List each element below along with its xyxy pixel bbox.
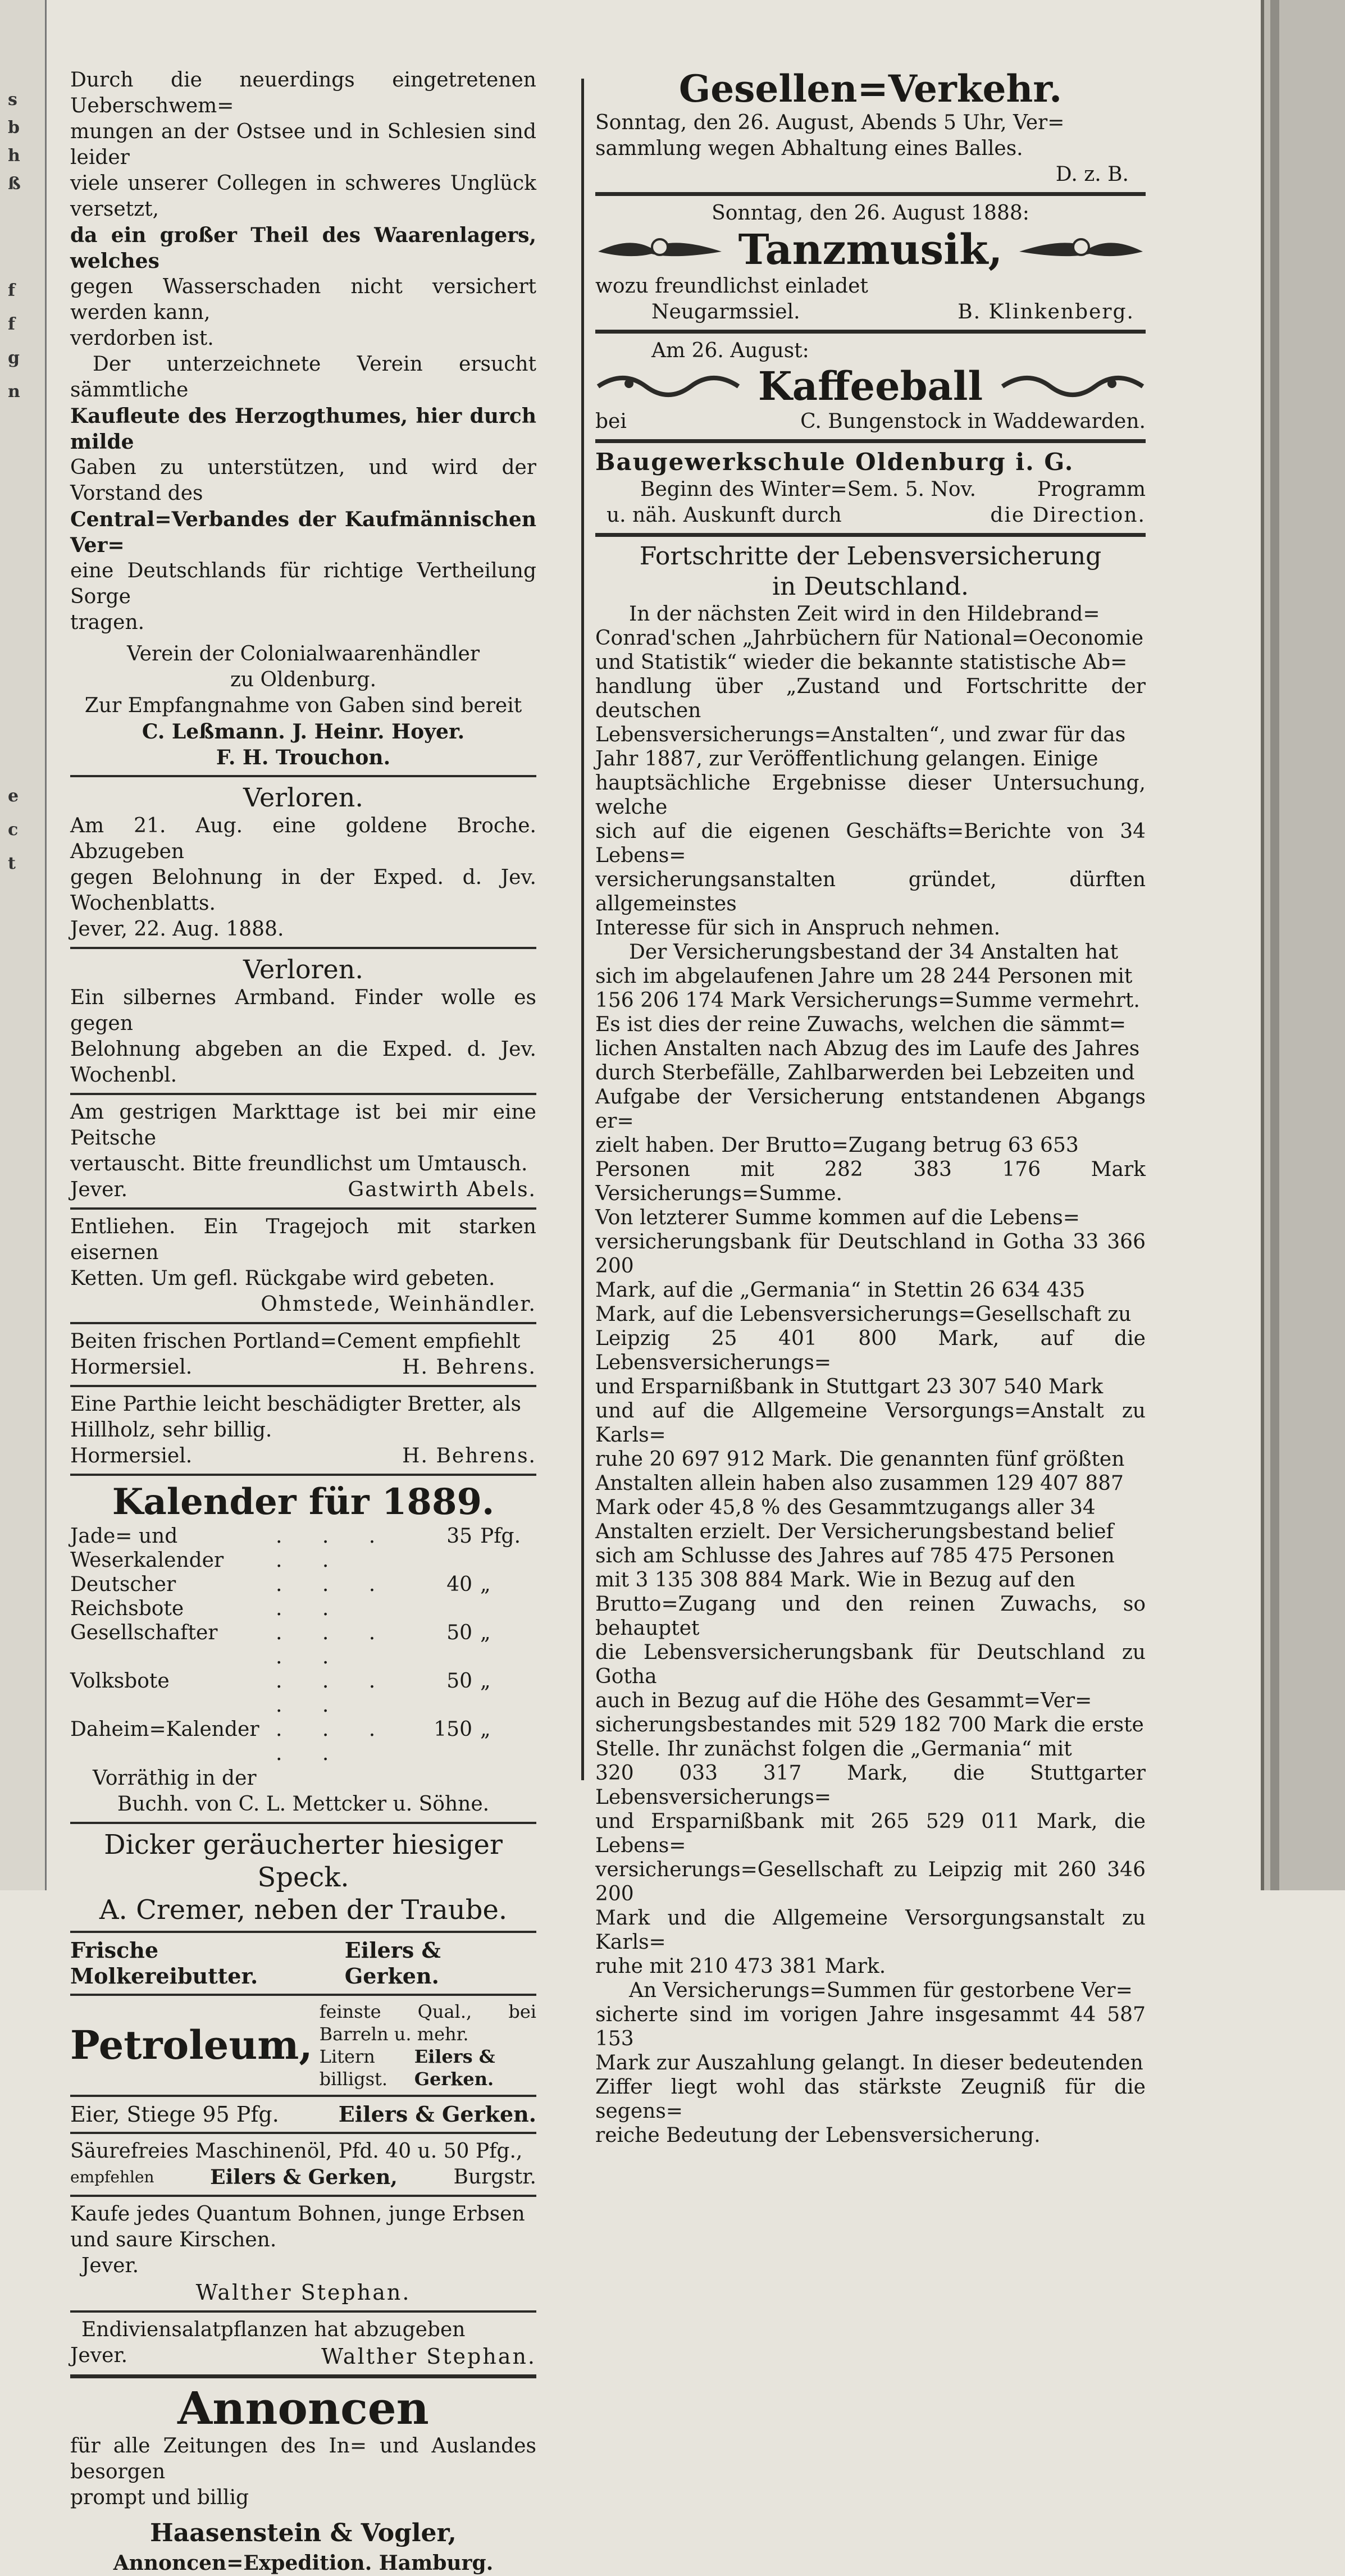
- article-line: Brutto=Zugang und den reinen Zuwachs, so behauptet: [595, 1593, 1146, 1640]
- venue: C. Bungenstock in Waddewarden.: [800, 410, 1146, 433]
- ad-divider: [70, 2195, 536, 2197]
- article-line: die Lebensversicherungsbank für Deutschland zu Gotha: [595, 1641, 1146, 1688]
- article-line: Anstalten allein haben also zusammen 129 407 887: [595, 1472, 1124, 1495]
- ad-heading: Verloren.: [243, 782, 364, 813]
- ad-divider: [70, 2095, 536, 2097]
- ad-divider: [70, 947, 536, 949]
- article-line: 320 033 317 Mark, die Stuttgarter Lebensversicherungs=: [595, 1762, 1146, 1809]
- coffee-ball-ad: [595, 338, 1146, 435]
- text-line: Der unterzeichnete Verein ersucht sämmtliche: [70, 353, 536, 402]
- ad-divider: [70, 1931, 536, 1933]
- article-line: Es ist dies der reine Zuwachs, welchen die sämmt=: [595, 1013, 1127, 1036]
- signature-names: C. Leßmann. J. Heinr. Hoyer.: [142, 720, 465, 744]
- signature-line: Verein der Colonialwaarenhändler: [126, 642, 480, 665]
- article-line: sicherte sind im vorigen Jahre insgesammt 44 587 153: [595, 2003, 1146, 2050]
- calendar-name: Daheim=Kalender: [70, 1718, 259, 1741]
- advertiser-name: Gastwirth Abels.: [348, 1178, 536, 1201]
- article-line: Mark und die Allgemeine Versorgungsanstalt zu Karls=: [595, 1907, 1146, 1954]
- text-line: da ein großer Theil des Waarenlagers, welches: [70, 224, 536, 273]
- scroll-ornament-icon: [1000, 367, 1146, 406]
- calendar-price: 50: [446, 1621, 472, 1644]
- article-line: Leipzig 25 401 800 Mark, auf die Lebensversicherungs=: [595, 1327, 1146, 1374]
- price-unit: Pfg.: [480, 1525, 521, 1548]
- calendar-price: 35: [446, 1525, 472, 1548]
- ad-divider: [70, 2310, 536, 2313]
- text-line: Dicker geräucherter hiesiger Speck.: [104, 1829, 503, 1893]
- article-line: versicherungsbank für Deutschland in Gotha 33 366 200: [595, 1230, 1146, 1278]
- ad-divider: [595, 192, 1146, 196]
- advertiser-name: H. Behrens.: [402, 1444, 536, 1467]
- advertiser-name: Eilers & Gerken.: [414, 2046, 495, 2090]
- dot-leader: . . . . .: [276, 1718, 393, 1765]
- text-line: Eine Parthie leicht beschädigter Bretter, als: [70, 1393, 521, 1416]
- gutter-letter: f: [8, 281, 15, 300]
- article-title: Fortschritte der Lebensversicherung: [639, 542, 1102, 571]
- text-line: tragen.: [70, 611, 145, 634]
- article-line: Mark oder 45,8 % des Gesammtzugangs aller 34: [595, 1496, 1096, 1519]
- article-line: handlung über „Zustand und Fortschritte der deutschen: [595, 675, 1146, 722]
- article-line: und Ersparnißbank mit 265 529 011 Mark, die Lebens=: [595, 1810, 1146, 1857]
- text-line: Sonntag, den 26. August, Abends 5 Uhr, Ver=: [595, 111, 1065, 134]
- ad-heading: Annoncen: [177, 2382, 429, 2434]
- calendar-name: Volksbote: [70, 1670, 170, 1693]
- ad-divider: [70, 775, 536, 777]
- dot-leader: . . . . .: [276, 1621, 393, 1668]
- ad-divider: [70, 1822, 536, 1824]
- ad-divider: [595, 533, 1146, 537]
- gutter-letter: f: [8, 314, 15, 334]
- binding-gutter: [0, 0, 47, 1890]
- yoke-ad: [70, 1214, 536, 1317]
- dot-leader: . . . . .: [276, 1573, 393, 1620]
- article-line: Mark, auf die „Germania“ in Stettin 26 634 435: [595, 1279, 1086, 1302]
- article-line: und Statistik“ wieder die bekannte statistische Ab=: [595, 651, 1128, 674]
- advertiser-name: H. Behrens.: [402, 1356, 536, 1379]
- calendar-price: 50: [446, 1670, 472, 1693]
- right-column: [595, 67, 1146, 2148]
- calendar-row: [70, 1717, 536, 1766]
- article-line: und auf die Allgemeine Versorgungs=Anstalt zu Karls=: [595, 1399, 1146, 1447]
- text-line: Am 26. August:: [651, 339, 809, 362]
- calendar-name: Jade= und Weserkalender: [70, 1525, 224, 1572]
- text-line: Ein silbernes Armband. Finder wolle es gegen: [70, 986, 536, 1035]
- article-paragraph: [595, 602, 1146, 940]
- text-line: Sonntag, den 26. August 1888:: [712, 202, 1029, 225]
- article-line: Mark zur Auszahlung gelangt. In dieser bedeutenden: [595, 2051, 1143, 2075]
- ad-heading: Verloren.: [243, 954, 364, 984]
- advertiser-name: Walther Stephan.: [195, 2280, 411, 2305]
- text-line: Central=Verbandes der Kaufmännischen Ver=: [70, 508, 536, 557]
- text-line: Belohnung abgeben an die Exped. d. Jev. Wochenbl.: [70, 1038, 536, 1087]
- signature-line: zu Oldenburg.: [230, 668, 377, 691]
- article-paragraph: [595, 1978, 1146, 2148]
- street: Burgstr.: [453, 2165, 536, 2189]
- text-line: sammlung wegen Abhaltung eines Balles.: [595, 137, 1023, 160]
- text-line: feinste Qual., bei Barreln u. mehr.: [319, 2001, 536, 2045]
- building-school-ad: [595, 448, 1146, 528]
- place: Hormersiel.: [70, 1356, 193, 1379]
- ad-divider: [70, 1994, 536, 1996]
- place: Jever.: [70, 2344, 128, 2367]
- column-divider: [581, 79, 584, 1780]
- ad-divider: [70, 2132, 536, 2134]
- article-line: hauptsächliche Ergebnisse dieser Untersuchung, welche: [595, 772, 1146, 819]
- advertiser-name: B. Klinkenberg.: [958, 300, 1134, 323]
- text-line: Ketten. Um gefl. Rückgabe wird gebeten.: [70, 1267, 495, 1290]
- article-line: Lebensversicherungs=Anstalten“, und zwar für das: [595, 723, 1126, 746]
- angel-ornament-icon: [595, 230, 724, 270]
- text-line: Jever, 22. Aug. 1888.: [70, 918, 284, 941]
- text-line: Endiviensalatpflanzen hat abzugeben: [81, 2318, 466, 2341]
- place: Hormersiel.: [70, 1444, 193, 1467]
- gutter-letter: e: [8, 786, 19, 806]
- ad-divider: [70, 1207, 536, 1210]
- lost-brooch-ad: [70, 782, 536, 942]
- signature-names: F. H. Trouchon.: [216, 746, 391, 769]
- price-unit: „: [480, 1670, 491, 1693]
- endive-ad: [70, 2317, 536, 2370]
- article-line: Personen mit 282 383 176 Mark Versicherungs=Summe.: [595, 1158, 1146, 1205]
- calendar-name: Deutscher Reichsbote: [70, 1573, 184, 1620]
- article-line: zielt haben. Der Brutto=Zugang betrug 63 653: [595, 1134, 1079, 1157]
- beans-ad: [70, 2201, 536, 2306]
- signature-line: Zur Empfangnahme von Gaben sind bereit: [84, 694, 522, 717]
- article-line: Der Versicherungsbestand der 34 Anstalten hat: [629, 941, 1119, 964]
- article-line: sich am Schlusse des Jahres auf 785 475 Personen: [595, 1544, 1115, 1567]
- gutter-letter: s: [8, 90, 17, 110]
- calendar-name: Gesellschafter: [70, 1621, 218, 1644]
- ad-heading: Gesellen=Verkehr.: [678, 67, 1063, 111]
- butter-ad: [70, 1937, 536, 1989]
- calendar-price: 40: [446, 1573, 472, 1596]
- article-line: reiche Bedeutung der Lebensversicherung.: [595, 2124, 1041, 2147]
- advertiser-name: Haasenstein & Vogler,: [150, 2519, 457, 2547]
- whip-ad: [70, 1100, 536, 1203]
- dot-leader: . . . . .: [276, 1525, 393, 1572]
- article-line: Conrad'schen „Jahrbüchern für National=Oeconomie: [595, 627, 1144, 650]
- advertiser-name: Eilers & Gerken.: [338, 2101, 536, 2127]
- article-line: Mark, auf die Lebensversicherungs=Gesellschaft zu: [595, 1303, 1132, 1326]
- relief-appeal-ad: [70, 67, 536, 770]
- text-line: Am gestrigen Markttage ist bei mir eine Peitsche: [70, 1101, 536, 1150]
- text-line: und saure Kirschen.: [70, 2228, 277, 2251]
- text-line: u. näh. Auskunft durch: [607, 504, 842, 527]
- text-line: Annoncen=Expedition. Hamburg.: [113, 2551, 494, 2575]
- gutter-letter: g: [8, 348, 20, 368]
- text-line: A. Cremer, neben der Traube.: [99, 1894, 508, 1926]
- advertiser-name: Eilers & Gerken.: [344, 1937, 441, 1989]
- gutter-letter: n: [8, 382, 20, 402]
- text-line: Litern billigst.: [319, 2046, 388, 2090]
- text-line: Beiten frischen Portland=Cement empfiehlt: [70, 1330, 521, 1353]
- cement-ad: [70, 1329, 536, 1380]
- text-line: bei: [595, 410, 627, 433]
- text-line: vertauscht. Bitte freundlichst um Umtausch.: [70, 1152, 528, 1175]
- text-line: wozu freundlichst einladet: [595, 275, 868, 298]
- place: Jever.: [70, 1178, 128, 1201]
- calendar-row: [70, 1621, 536, 1669]
- article-line: durch Sterbefälle, Zahlbarwerden bei Lebzeiten und: [595, 1061, 1135, 1084]
- gutter-letter: b: [8, 118, 20, 138]
- gutter-letter: h: [8, 146, 20, 166]
- article-line: Von letzterer Summe kommen auf die Lebens=: [595, 1206, 1080, 1229]
- text-line: Hillholz, sehr billig.: [70, 1419, 272, 1442]
- calendar-ad: [70, 1480, 536, 1817]
- ad-divider: [70, 2374, 536, 2378]
- text-line: viele unserer Collegen in schweres Unglück versetzt,: [70, 172, 536, 221]
- price-unit: „: [480, 1718, 491, 1741]
- machine-oil-ad: [70, 2139, 536, 2190]
- text-line: Entliehen. Ein Tragejoch mit starken eisernen: [70, 1215, 536, 1264]
- petroleum-ad: [70, 2000, 536, 2090]
- article-line: ruhe 20 697 912 Mark. Die genannten fünf größten: [595, 1448, 1125, 1471]
- article-line: sicherungsbestandes mit 529 182 700 Mark die erste: [595, 1713, 1144, 1736]
- article-line: und Ersparnißbank in Stuttgart 23 307 540 Mark: [595, 1375, 1104, 1398]
- article-line: ruhe mit 210 473 381 Mark.: [595, 1955, 886, 1978]
- text-line: Durch die neuerdings eingetretenen Ueberschwem=: [70, 69, 536, 117]
- left-column: [70, 67, 536, 2576]
- angel-ornament-icon: [1016, 230, 1146, 270]
- ad-heading: Tanzmusik,: [738, 226, 1003, 274]
- advertiser-name: Walther Stephan.: [321, 2344, 536, 2369]
- ad-heading: Kaffeeball: [758, 363, 983, 409]
- signature: D. z. B.: [1055, 163, 1129, 186]
- bacon-ad: [70, 1829, 536, 1926]
- place: Neugarmssiel.: [651, 300, 800, 323]
- item: Eier, Stiege 95 Pfg.: [70, 2102, 279, 2127]
- text-line: Programm: [1037, 478, 1146, 501]
- text-line: für alle Zeitungen des In= und Auslandes besorgen: [70, 2434, 536, 2483]
- calendar-row: [70, 1524, 536, 1572]
- text-line: gegen Belohnung in der Exped. d. Jev. Wochenblatts.: [70, 866, 536, 915]
- ad-divider: [70, 1322, 536, 1324]
- text-line: Buchh. von C. L. Mettcker u. Söhne.: [117, 1793, 490, 1816]
- price-unit: „: [480, 1573, 491, 1596]
- dance-ad: [595, 200, 1146, 325]
- calendar-row: [70, 1572, 536, 1621]
- annoncen-ad: [70, 2383, 536, 2576]
- ad-divider: [70, 1385, 536, 1387]
- gutter-letter: t: [8, 854, 16, 873]
- advertiser-name: Eilers & Gerken,: [210, 2165, 398, 2189]
- petroleum-word: Petroleum,: [70, 2022, 313, 2068]
- text-line: Gaben zu unterstützen, und wird der Vorstand des: [70, 456, 536, 505]
- ad-divider: [70, 1093, 536, 1095]
- article-line: Aufgabe der Versicherung entstandenen Abgangs er=: [595, 1086, 1146, 1133]
- article-line: Jahr 1887, zur Veröffentlichung gelangen. Einige: [595, 747, 1098, 770]
- article-line: An Versicherungs=Summen für gestorbene Ver=: [629, 1979, 1133, 2002]
- dot-leader: . . . . .: [276, 1670, 393, 1717]
- gutter-letter: c: [8, 820, 19, 840]
- ad-divider: [595, 439, 1146, 443]
- page-edge-shadow: [1270, 0, 1279, 1890]
- text-line: die Direction.: [990, 504, 1146, 527]
- text-line: Säurefreies Maschinenöl, Pfd. 40 u. 50 Pfg.,: [70, 2140, 523, 2163]
- article-line: lichen Anstalten nach Abzug des im Laufe des Jahres: [595, 1037, 1140, 1060]
- ad-divider: [595, 330, 1146, 334]
- item: Frische Molkereibutter.: [70, 1937, 258, 1989]
- article-line: In der nächsten Zeit wird in den Hildebrand=: [629, 603, 1100, 626]
- article-line: Interesse für sich in Anspruch nehmen.: [595, 917, 1001, 940]
- calendar-row: [70, 1669, 536, 1717]
- text-line: eine Deutschlands für richtige Vertheilung Sorge: [70, 559, 536, 608]
- article-line: Anstalten erzielt. Der Versicherungsbestand belief: [595, 1520, 1114, 1543]
- article-line: sich auf die eigenen Geschäfts=Berichte von 34 Lebens=: [595, 820, 1146, 867]
- article-line: Stelle. Ihr zunächst folgen die „Germania“ mit: [595, 1738, 1072, 1761]
- article-line: versicherungs=Gesellschaft zu Leipzig mit 260 346 200: [595, 1858, 1146, 1905]
- article-title: in Deutschland.: [772, 572, 969, 601]
- gutter-letter: ß: [8, 174, 21, 194]
- article-line: mit 3 135 308 884 Mark. Wie in Bezug auf den: [595, 1569, 1075, 1592]
- place: Jever.: [81, 2254, 139, 2277]
- advertiser-name: Ohmstede, Weinhändler.: [261, 1293, 536, 1316]
- text-line: Beginn des Winter=Sem. 5. Nov.: [640, 478, 977, 501]
- lost-bracelet-ad: [70, 954, 536, 1088]
- text-line: gegen Wasserschaden nicht versichert werden kann,: [70, 275, 536, 324]
- article-line: sich im abgelaufenen Jahre um 28 244 Personen mit: [595, 965, 1133, 988]
- ad-divider: [70, 1474, 536, 1476]
- scroll-ornament-icon: [595, 367, 741, 406]
- calendar-price: 150: [434, 1718, 472, 1741]
- article-line: auch in Bezug auf die Höhe des Gesammt=Ver=: [595, 1689, 1092, 1712]
- article-paragraph: [595, 940, 1146, 1978]
- gesellen-ad: [595, 67, 1146, 188]
- article-line: 156 206 174 Mark Versicherungs=Summe vermehrt.: [595, 989, 1140, 1012]
- text-line: Kaufe jedes Quantum Bohnen, junge Erbsen: [70, 2203, 525, 2226]
- life-insurance-article: [595, 541, 1146, 2148]
- article-line: Ziffer liegt wohl das stärkste Zeugniß für die segens=: [595, 2076, 1146, 2123]
- text-line: Vorräthig in der: [93, 1767, 257, 1790]
- ad-heading: Baugewerkschule Oldenburg i. G.: [595, 448, 1074, 476]
- article-line: versicherungsanstalten gründet, dürften allgemeinstes: [595, 868, 1146, 915]
- text-line: empfehlen: [70, 2168, 154, 2186]
- text-line: verdorben ist.: [70, 327, 214, 350]
- boards-ad: [70, 1392, 536, 1469]
- price-unit: „: [480, 1621, 491, 1644]
- text-line: prompt und billig: [70, 2486, 249, 2509]
- text-line: Am 21. Aug. eine goldene Broche. Abzugeben: [70, 814, 536, 863]
- ad-heading: Kalender für 1889.: [112, 1481, 495, 1523]
- text-line: Kaufleute des Herzogthumes, hier durch milde: [70, 404, 536, 454]
- eggs-ad: [70, 2101, 536, 2127]
- text-line: mungen an der Ostsee und in Schlesien sind leider: [70, 120, 536, 169]
